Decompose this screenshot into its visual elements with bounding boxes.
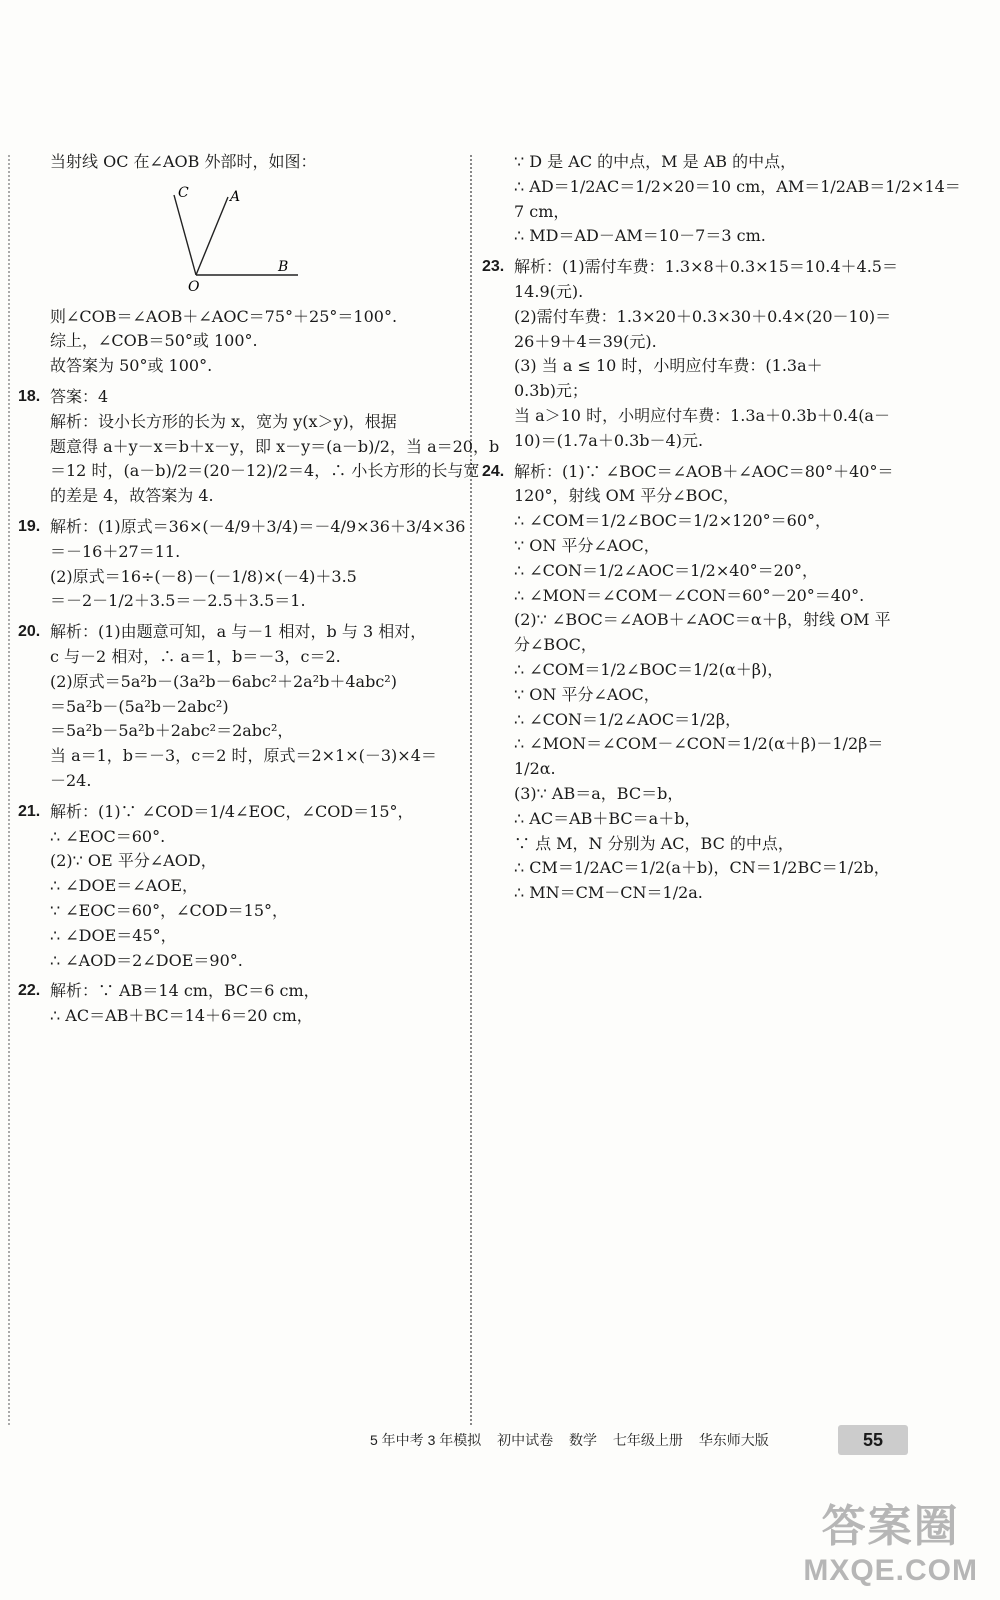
- question-number: 20.: [18, 623, 41, 641]
- solution-line: 解析：(1)∵ ∠BOC＝∠AOB＋∠AOC＝80°＋40°＝: [514, 461, 894, 481]
- footer-item: 初中试卷: [497, 1432, 554, 1448]
- left-column: [18, 150, 500, 1035]
- footer-item: 数学: [569, 1432, 598, 1448]
- footer: [370, 1430, 781, 1450]
- solution-line: ∴ ∠MON＝∠COM－∠CON＝1/2(α＋β)－1/2β＝: [514, 734, 884, 754]
- solution-line: 当 a＞10 时，小明应付车费：1.3a＋0.3b＋0.4(a－: [514, 405, 890, 425]
- solution-line: ∵ D 是 AC 的中点，M 是 AB 的中点，: [514, 152, 797, 171]
- solution-line: 的差是 4，故答案为 4.: [50, 486, 214, 506]
- solution-line: ∴ ∠DOE＝∠AOE，: [50, 876, 199, 896]
- solution-line: 题意得 a＋y－x＝b＋x－y，即 x－y＝(a－b)/2，当 a＝20，b: [50, 436, 500, 456]
- continuation-block: [18, 150, 458, 175]
- solution-line: ∴ MD＝AD－AM＝10－7＝3 cm.: [514, 226, 766, 246]
- solution-line: ∵ 点 M，N 分别为 AC，BC 的中点，: [514, 833, 794, 853]
- question-number: 22.: [18, 982, 41, 1000]
- solution-line: 则∠COB＝∠AOB＋∠AOC＝75°＋25°＝100°.: [50, 306, 398, 326]
- solution-line: 120°，射线 OM 平分∠BOC，: [514, 486, 740, 506]
- fig-label-o: O: [188, 278, 200, 293]
- question-number: 19.: [18, 517, 41, 535]
- solution-line: 分∠BOC，: [514, 635, 597, 655]
- solution-line: －24.: [50, 770, 92, 790]
- solution-line: (2)∵ OE 平分∠AOD，: [50, 851, 217, 871]
- question-block: [18, 385, 500, 509]
- solution-line: ∴ MN＝CM－CN＝1/2a.: [514, 883, 703, 903]
- solution-line: ∵ ON 平分∠AOC，: [514, 684, 660, 704]
- solution-line: ∴ ∠EOC＝60°.: [50, 826, 166, 846]
- solution-line: (2)原式＝16÷(－8)－(－1/8)×(－4)＋3.5: [50, 566, 357, 586]
- question-number: 23.: [482, 258, 505, 276]
- right-column: [482, 150, 961, 912]
- solution-line: 故答案为 50°或 100°.: [50, 356, 213, 376]
- solution-line: 当射线 OC 在∠AOB 外部时，如图：: [50, 152, 317, 171]
- solution-line: ∴ AD＝1/2AC＝1/2×20＝10 cm，AM＝1/2AB＝1/2×14＝: [514, 176, 961, 196]
- watermark-title: 答案圈: [821, 1502, 960, 1551]
- fig-label-b: B: [278, 258, 289, 275]
- solution-line: ∴ ∠COM＝1/2∠BOC＝1/2×120°＝60°，: [514, 511, 832, 531]
- solution-line: ∴ ∠DOE＝45°，: [50, 925, 177, 945]
- solution-line: ∴ AC＝AB＋BC＝14＋6＝20 cm，: [50, 1006, 313, 1026]
- question-number: 24.: [482, 462, 505, 480]
- column-divider: [470, 155, 472, 1425]
- question-block: [18, 515, 466, 614]
- footer-item: 5 年中考 3 年模拟: [370, 1432, 482, 1448]
- solution-line: 答案：4: [50, 386, 109, 406]
- solution-line: ∵ ON 平分∠AOC，: [514, 535, 660, 555]
- left-margin-dots: [8, 155, 10, 1425]
- solution-line: 26＋9＋4＝39(元).: [514, 331, 657, 351]
- solution-line: 1/2α.: [514, 759, 556, 779]
- footer-item: 七年级上册: [612, 1432, 683, 1448]
- solution-line: 解析：∵ AB＝14 cm，BC＝6 cm，: [50, 981, 320, 1001]
- solution-line: ∴ ∠MON＝∠COM－∠CON＝60°－20°＝40°.: [514, 585, 865, 605]
- fig-label-c: C: [178, 184, 189, 201]
- continuation-block: [482, 150, 961, 249]
- question-block: [18, 979, 458, 1029]
- solution-line: ∵ ∠EOC＝60°，∠COD＝15°，: [50, 900, 289, 920]
- solution-line: ∴ ∠CON＝1/2∠AOC＝1/2β，: [514, 709, 742, 729]
- solution-line: ＝5a²b－(5a²b－2abc²): [50, 696, 229, 716]
- solution-line: (3) 当 a ≤ 10 时，小明应付车费：(1.3a＋: [514, 356, 823, 376]
- solution-line: ∴ ∠AOD＝2∠DOE＝90°.: [50, 950, 243, 970]
- page-number: 55: [838, 1425, 908, 1455]
- solution-line: 10)＝(1.7a＋0.3b－4)元.: [514, 430, 704, 450]
- question-block: [18, 620, 458, 794]
- solution-line: 解析：(1)原式＝36×(－4/9＋3/4)＝－4/9×36＋3/4×36: [50, 516, 466, 536]
- watermark: [803, 1490, 978, 1588]
- question-block: [18, 800, 458, 974]
- solution-line: ＝－2－1/2＋3.5＝－2.5＋3.5＝1.: [50, 591, 306, 611]
- footer-item: 华东师大版: [698, 1432, 769, 1448]
- solution-line: ∴ CM＝1/2AC＝1/2(a＋b)，CN＝1/2BC＝1/2b，: [514, 858, 890, 878]
- solution-line: c 与－2 相对，∴ a＝1，b＝－3，c＝2.: [50, 646, 341, 666]
- continuation-block: [18, 305, 458, 379]
- solution-line: 综上，∠COB＝50°或 100°.: [50, 331, 258, 351]
- solution-line: (2)∵ ∠BOC＝∠AOB＋∠AOC＝α＋β，射线 OM 平: [514, 610, 891, 630]
- solution-line: 0.3b)元；: [514, 381, 588, 401]
- question-number: 21.: [18, 802, 41, 820]
- solution-line: 解析：(1)需付车费：1.3×8＋0.3×15＝10.4＋4.5＝: [514, 257, 898, 277]
- solution-line: ∴ ∠CON＝1/2∠AOC＝1/2×40°＝20°，: [514, 560, 818, 580]
- solution-line: ＝5a²b－5a²b＋2abc²＝2abc²，: [50, 721, 294, 741]
- fig-label-a: A: [230, 188, 241, 205]
- solution-line: (3)∵ AB＝a，BC＝b，: [514, 783, 684, 803]
- watermark-url: MXQE.COM: [803, 1554, 978, 1587]
- solution-line: ＝－16＋27＝11.: [50, 541, 181, 561]
- solution-line: ∴ ∠COM＝1/2∠BOC＝1/2(α＋β)，: [514, 659, 784, 679]
- solution-line: 当 a＝1，b＝－3，c＝2 时，原式＝2×1×(－3)×4＝: [50, 746, 437, 766]
- solution-line: 14.9(元).: [514, 281, 584, 301]
- question-block: [482, 255, 927, 453]
- solution-line: 解析：(1)由题意可知，a 与－1 相对，b 与 3 相对，: [50, 622, 427, 642]
- solution-line: 解析：(1)∵ ∠COD＝1/4∠EOC，∠COD＝15°，: [50, 801, 414, 821]
- question-number: 18.: [18, 387, 41, 405]
- solution-line: (2)需付车费：1.3×20＋0.3×30＋0.4×(20－10)＝: [514, 306, 892, 326]
- solution-line: (2)原式＝5a²b－(3a²b－6abc²＋2a²b＋4abc²): [50, 671, 397, 691]
- question-block: [482, 460, 927, 906]
- angle-figure: [18, 183, 458, 301]
- solution-line: 解析：设小长方形的长为 x，宽为 y(x＞y)，根据: [50, 411, 397, 431]
- solution-line: ∴ AC＝AB＋BC＝a＋b，: [514, 808, 701, 828]
- solution-line: ＝12 时，(a－b)/2＝(20－12)/2＝4，∴ 小长方形的长与宽: [50, 461, 480, 481]
- solution-line: 7 cm，: [514, 201, 570, 221]
